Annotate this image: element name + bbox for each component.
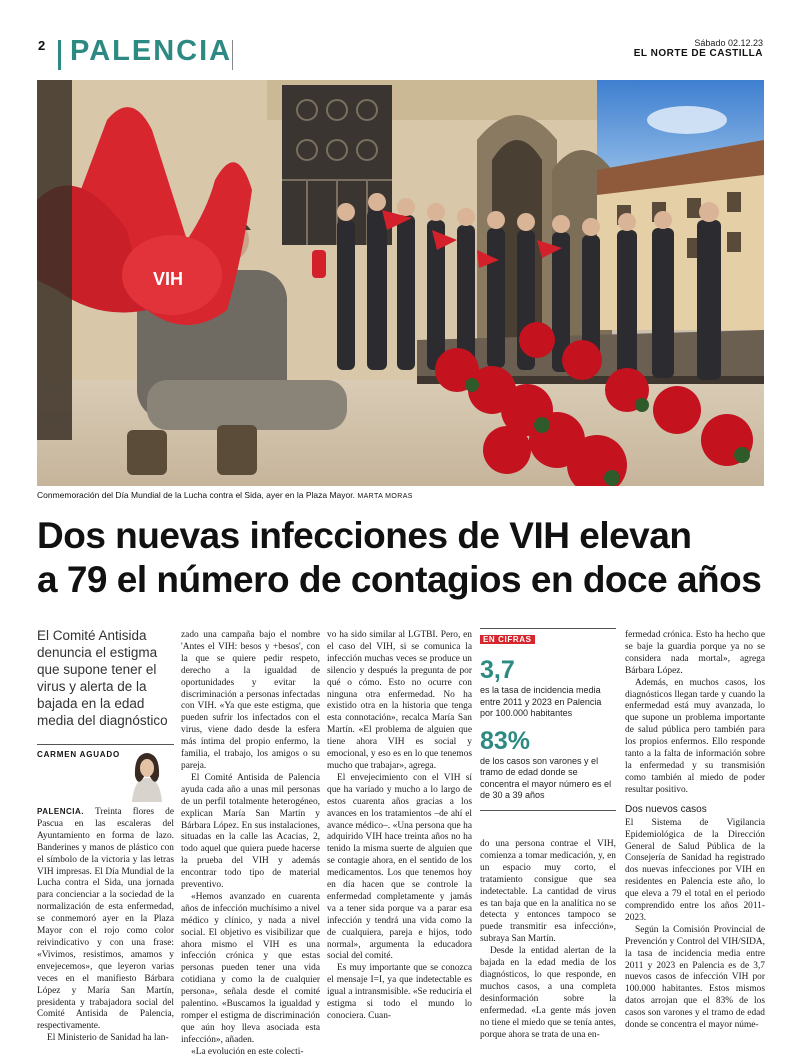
news-photo <box>37 80 764 486</box>
stat-value-incidence: 3,7 <box>480 656 515 684</box>
article-column-3 <box>327 630 472 1023</box>
article-subheading: Dos nuevos casos <box>625 803 707 815</box>
author-portrait <box>122 748 172 802</box>
article-paragraph: do una persona contrae el VIH, comienza a tomar medicación, y, en un espacio muy corto, el tratamiento consigue que sea indetectable. La cantidad de virus es tan baja que en la analítica no se detecta y entonces tampoco se puede transmitir esa infección», subraya San Martín. <box>480 839 616 945</box>
caption-text: Conmemoración del Día Mundial de la Lucha contra el Sida, ayer en la Plaza Mayor. <box>37 490 355 500</box>
article-paragraph: «La evolución en este colecti- <box>191 1046 304 1057</box>
stats-rule <box>480 628 616 629</box>
section-divider-right <box>232 40 233 70</box>
section-divider <box>58 40 61 70</box>
article-paragraph: Además, en muchos casos, los diagnósticos llegan tarde y cuando la enfermedad está muy avanzada, lo que supone un problema importante de salud pública pero también para los propios enfermos. Ello responde tanto a la falta de información sobre la enfermedad y su transmisión como también al miedo de poder resultar positivo. <box>625 677 765 795</box>
stat-text-incidence: es la tasa de incidencia media entre 2011 y 2023 en Palencia por 100.000 habitantes <box>480 685 602 718</box>
issue-date: Sábado 02.12.23 <box>694 38 763 48</box>
article-paragraph: Es muy importante que se conozca el mensaje I=I, ya que indetectable es igual a intransmisible. «Se reduciría el estigma si todo el mundo lo conociera. Cuan- <box>327 963 472 1021</box>
article-column-2 <box>181 630 320 1059</box>
headline-line-2: a 79 el número de contagios en doce años <box>37 559 762 600</box>
article-paragraph: El Ministerio de Sanidad ha lan- <box>47 1033 169 1044</box>
article-paragraph: «Hemos avanzado en cuarenta años de infección muchísimo a nivel médico y clínico, y nada a nivel social. El objetivo es visibilizar que ahora mismo el VIH es una infección crónica y que estas personas pueden tener una vida cotidiana y como la de cualquier persona», señala desde el comité palentino. «Buscamos la igualdad y romper el estigma de discriminación que aún hoy lleva asociada esta infección», añaden. <box>181 891 320 1045</box>
author-rule <box>37 744 174 745</box>
article-column-5 <box>625 630 765 1032</box>
headline <box>37 514 777 602</box>
photo-illustration <box>37 80 764 486</box>
article-paragraph: PALENCIA. Treinta flores de Pascua en las escaleras del Ayuntamiento en forma de lazo. Banderines y manos de plástico con el símbolo de la victoria y las letras VIH impresas. El Día Mundial de la Lucha contra el Sida, una jornada para concienciar a la sociedad de la normalización de esta enfermedad, se conmemoró ayer en la Plaza Mayor con el rojo como color reivindicativo y con una frase: «Vivimos, resistimos, amamos y envejecemos», que leyeron varias veces en el manifiesto Bárbara López y María San Martín, presidenta y trabajadora social del Comité Antisida de Palencia, respectivamente. <box>37 807 174 1032</box>
foam-hand-label: VIH <box>153 269 184 289</box>
author-byline: CARMEN AGUADO <box>37 750 120 759</box>
subheadline: El Comité Antisida denuncia el estigma que supone tener el virus y alerta de la bajada en la edad media del diagnóstico <box>37 628 168 728</box>
article-column-1 <box>37 806 174 1045</box>
stats-kicker: EN CIFRAS <box>480 635 535 644</box>
stat-text-men: de los casos son varones y el tramo de edad donde se concentra el mayor número es el de 30 a 39 años <box>480 755 612 800</box>
article-paragraph: vo ha sido similar al LGTBI. Pero, en el caso del VIH, si se comunica la infección muchas veces se produce un silencio y después la pregunta de por qué o cómo. Esto no ocurre con ninguna otra enfermedad. No ha existido otra en la historia que tenga esta connotación», recalca María San Martín. «El problema de alguien que tiene ahora VIH es social y emocional, y eso es en lo que tenemos mucho que trabajar», agrega. <box>327 630 472 771</box>
headline-line-1: Dos nuevas infecciones de VIH elevan <box>37 515 692 556</box>
article-paragraph: fermedad crónica. Esto ha hecho que se baje la guardia porque ya no se considera nada mortal», agrega Bárbara López. <box>625 630 765 676</box>
article-paragraph: El envejecimiento con el VIH sí que ha variado y mucho a lo largo de estos cuarenta años gracias a los avances en los tratamientos –de ahí el avance médico–. «Una persona que ha adquirido VIH hace treinta años no ha tenido la misma suerte de alguien que se contagie ahora, en el sentido de los medicamentos. Los que tenemos hoy en día hacen que se controle la enfermedad completamente y jamás va a tener sida porque va a parar esa infección y tendrá una vida como la de cualquiera, pareja e hijos, todo normal», argumenta la educadora social del comité. <box>327 772 472 962</box>
article-paragraph: zado una campaña bajo el nombre 'Antes el VIH: besos y +besos', con la que se quiere pedir respeto, derecho a la igualdad de oportunidades y evitar la discriminación a personas infectadas con VIH. «Ya que este estigma, que pueden sufrir los infectados con el virus, viene dado desde la esfera más íntima del propio enfermo, la familia, el trabajo, los amigos o su pareja. <box>181 630 320 771</box>
photo-caption <box>37 490 413 500</box>
article-paragraph: El Comité Antisida de Palencia ayuda cada año a unas mil personas de un perfil totalmente heterogéneo, explican María San Martín y Bárbara López. En sus instalaciones, situadas en la calle las Acacias, 2, todo aquel que quiera puede hacerse la prueba del VIH y además encontrar todo tipo de material preventivo. <box>181 772 320 891</box>
newspaper-name: EL NORTE DE CASTILLA <box>633 48 763 59</box>
stats-rule-bottom <box>480 810 616 811</box>
dateline: PALENCIA. <box>37 807 85 816</box>
article-paragraph: El Sistema de Vigilancia Epidemiológica de la Dirección General de Salud Pública de la Consejería de Sanidad ha registrado dos nuevas infecciones por VIH en residentes en Palencia este año, lo que eleva a 79 el total en el periodo comprendido entre los años 2011-2023. <box>625 817 765 923</box>
stats-box <box>480 628 616 811</box>
page-number: 2 <box>38 38 46 53</box>
photo-credit: MARTA MORAS <box>357 493 413 500</box>
article-column-4 <box>480 839 616 1041</box>
stat-value-men: 83% <box>480 726 531 755</box>
section-title: PALENCIA <box>70 35 233 67</box>
article-paragraph: Según la Comisión Provincial de Prevención y Control del VIH/SIDA, la tasa de incidencia media entre 2011 y 2023 en Palencia es de 3,7 nuevos casos de infección VIH por 100.000 habitantes. Estos mismos datos arrojan que el 83% de los casos son varones y el tramo de edad donde se concentra el mayor núme- <box>625 924 765 1031</box>
article-paragraph: Desde la entidad alertan de la bajada en la edad media de los diagnósticos, lo que responde, en muchos casos, a una completa desinformación sobre la enfermedad. «La gente más joven no tiene el miedo que se tenía antes, porque ahora se trata de una en- <box>480 946 616 1040</box>
